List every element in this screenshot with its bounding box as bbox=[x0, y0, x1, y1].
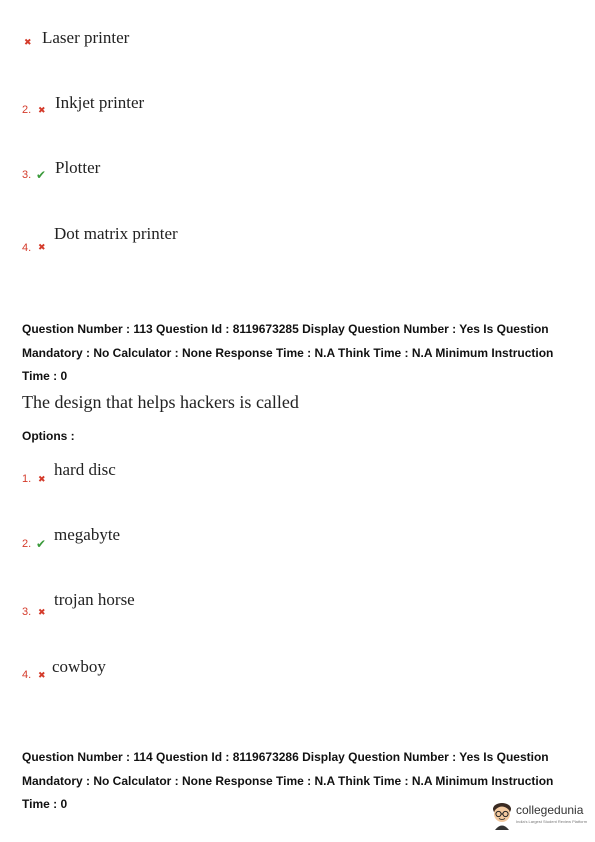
option-text: hard disc bbox=[54, 460, 116, 479]
cross-icon: ✖ bbox=[38, 475, 46, 485]
options-header: Options : bbox=[22, 429, 75, 443]
question-text: The design that helps hackers is called bbox=[22, 392, 299, 412]
option-text: trojan horse bbox=[54, 590, 135, 609]
cross-icon: ✖ bbox=[38, 106, 46, 116]
cross-icon: ✖ bbox=[38, 243, 46, 253]
option-number: 1. bbox=[22, 473, 32, 485]
check-icon: ✔ bbox=[36, 168, 47, 182]
option-text: Inkjet printer bbox=[55, 93, 145, 112]
question-info-line: Question Number : 113 Question Id : 8119673285 Display Question Number : Yes Is Question bbox=[22, 322, 549, 336]
option-number: 2. bbox=[22, 538, 32, 550]
question-info-line: Time : 0 bbox=[22, 797, 68, 811]
cross-icon: ✖ bbox=[38, 671, 46, 681]
brand-tagline: India's Largest Student Review Platform bbox=[516, 819, 588, 824]
question-info bbox=[22, 318, 582, 389]
option-text: Dot matrix printer bbox=[54, 224, 178, 243]
question-info-line: Time : 0 bbox=[22, 369, 68, 383]
mascot-icon bbox=[490, 800, 514, 830]
cross-icon: ✖ bbox=[24, 38, 32, 48]
option-text: Laser printer bbox=[42, 28, 130, 47]
option-number: 2. bbox=[22, 104, 32, 116]
brand-name: collegedunia bbox=[516, 803, 584, 817]
option-number: 3. bbox=[22, 169, 32, 181]
question-info-line: Mandatory : No Calculator : None Response Time : N.A Think Time : N.A Minimum Instruction bbox=[22, 773, 554, 788]
option-text: megabyte bbox=[54, 525, 121, 544]
collegedunia-logo bbox=[490, 800, 590, 832]
question-info-line: Mandatory : No Calculator : None Response Time : N.A Think Time : N.A Minimum Instruction bbox=[22, 345, 554, 360]
cross-icon: ✖ bbox=[38, 608, 46, 618]
question-info-line: Question Number : 114 Question Id : 8119673286 Display Question Number : Yes Is Question bbox=[22, 750, 549, 764]
option-number: 3. bbox=[22, 606, 32, 618]
option-number: 4. bbox=[22, 669, 32, 681]
option-number: 4. bbox=[22, 242, 32, 254]
option-text: Plotter bbox=[55, 158, 101, 177]
option-text: cowboy bbox=[52, 657, 106, 676]
check-icon: ✔ bbox=[36, 537, 47, 551]
